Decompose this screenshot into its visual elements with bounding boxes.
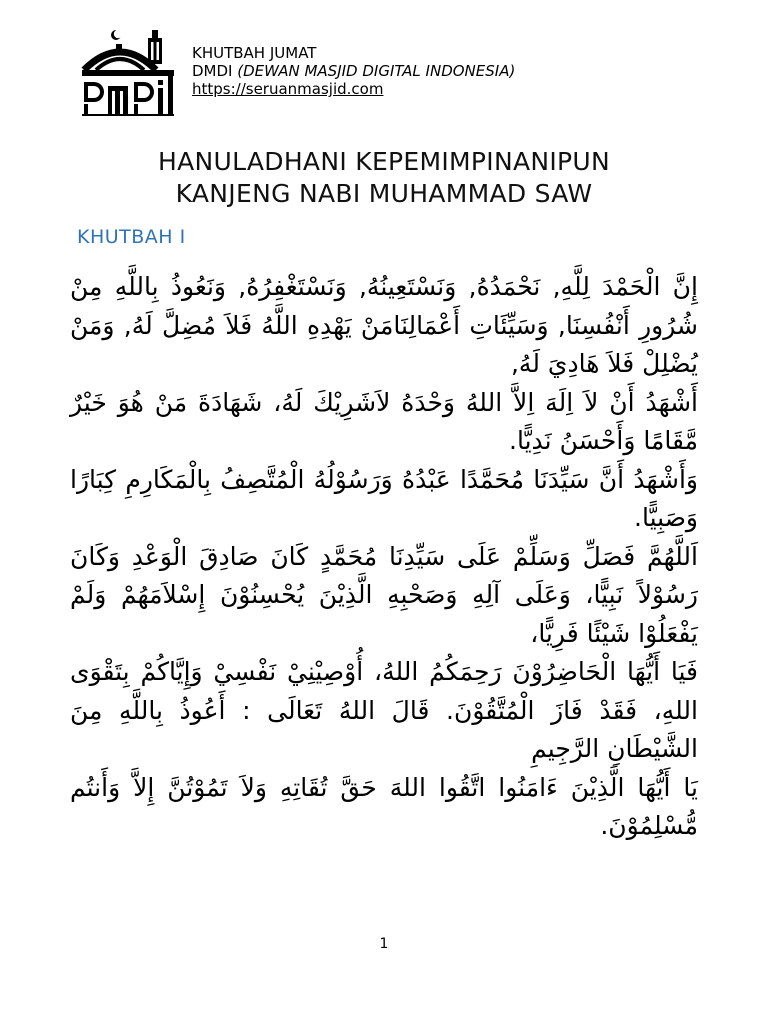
document-title <box>70 146 698 210</box>
title-line-1: HANULADHANI KEPEMIMPINANIPUN <box>157 147 611 176</box>
header-url[interactable] <box>192 80 515 98</box>
paragraph: إِنَّ الْحَمْدَ لِلَّهِ, نَحْمَدُهُ, وَنَسْتَعِينُهُ, وَنَسْتَغْفِرُهُ, وَنَعُوذُ بِاللَّهِ مِنْ شُرُورِ أَنْفُسِنَا, وَسَيِّئَاتِ أَعْمَالِنَامَنْ يَهْدِهِ اللَّهُ فَلاَ مُضِلَّ لَهُ, وَمَنْ يُضْلِلْ فَلاَ هَادِيَ لَهُ, <box>70 272 698 378</box>
title-line-2: KANJENG NABI MUHAMMAD SAW <box>175 179 593 208</box>
paragraph: اَللَّهُمَّ فَصَلِّ وَسَلِّمْ عَلَى سَيِّدِنَا مُحَمَّدٍ كَانَ صَادِقَ الْوَعْدِ وَكَانَ رَسُوْلاً نَبِيًّا، وَعَلَى آلِهِ وَصَحْبِهِ الَّذِيْنَ يُحْسِنُوْنَ إِسْلاَمَهُمْ وَلَمْ يَفْعَلُوْا شَيْئًا فَرِيًّا، <box>70 541 698 648</box>
paragraph: فَيَا أَيُّهَا الْحَاضِرُوْنَ رَحِمَكُمُ اللهُ، أُوْصِيْنِيْ نَفْسِيْ وَإِيَّاكُمْ بِتَقْوَى اللهِ، فَقَدْ فَازَ الْمُتَّقُوْنَ. قَالَ اللهُ تَعَالَى : أَعُوذُ بِاللَّهِ مِنَ الشَّيْطَانِ الرَّجِيمِ <box>70 657 698 763</box>
section-heading: KHUTBAH I <box>77 226 186 248</box>
document-header <box>192 44 515 98</box>
header-title: KHUTBAH JUMAT <box>192 44 317 62</box>
header-organization <box>192 62 515 80</box>
org-full-name: (DEWAN MASJID DIGITAL INDONESIA) <box>237 62 516 80</box>
page-number: 1 <box>379 936 389 952</box>
website-link[interactable]: https://seruanmasjid.com <box>192 80 384 98</box>
paragraph: وَأَشْهَدُ أَنَّ سَيِّدَنَا مُحَمَّدًا عَبْدُهُ وَرَسُوْلُهُ الْمُتَّصِفُ بِالْمَكَارِمِ كِبَارًا وَصَبِيًّا. <box>70 464 698 532</box>
paragraph: أَشْهَدُ أَنْ لاَ اِلَهَ اِلاَّ اللهُ وَحْدَهُ لاَشَرِيْكَ لَهُ، شَهَادَةَ مَنْ هُوَ خَيْرٌ مَّقَامًا وَأَحْسَنُ نَدِيًّا. <box>70 387 698 455</box>
arabic-sermon-text <box>70 268 698 846</box>
paragraph: يَا أَيُّهَا الَّذِيْنَ ءَامَنُوا اتَّقُوا اللهَ حَقَّ تُقَاتِهِ وَلاَ تَمُوْتُنَّ إِلاَّ وَأَنتُم مُّسْلِمُوْنَ. <box>70 772 698 840</box>
org-abbreviation: DMDI <box>192 62 233 80</box>
dmdi-mosque-logo-icon <box>80 26 180 120</box>
